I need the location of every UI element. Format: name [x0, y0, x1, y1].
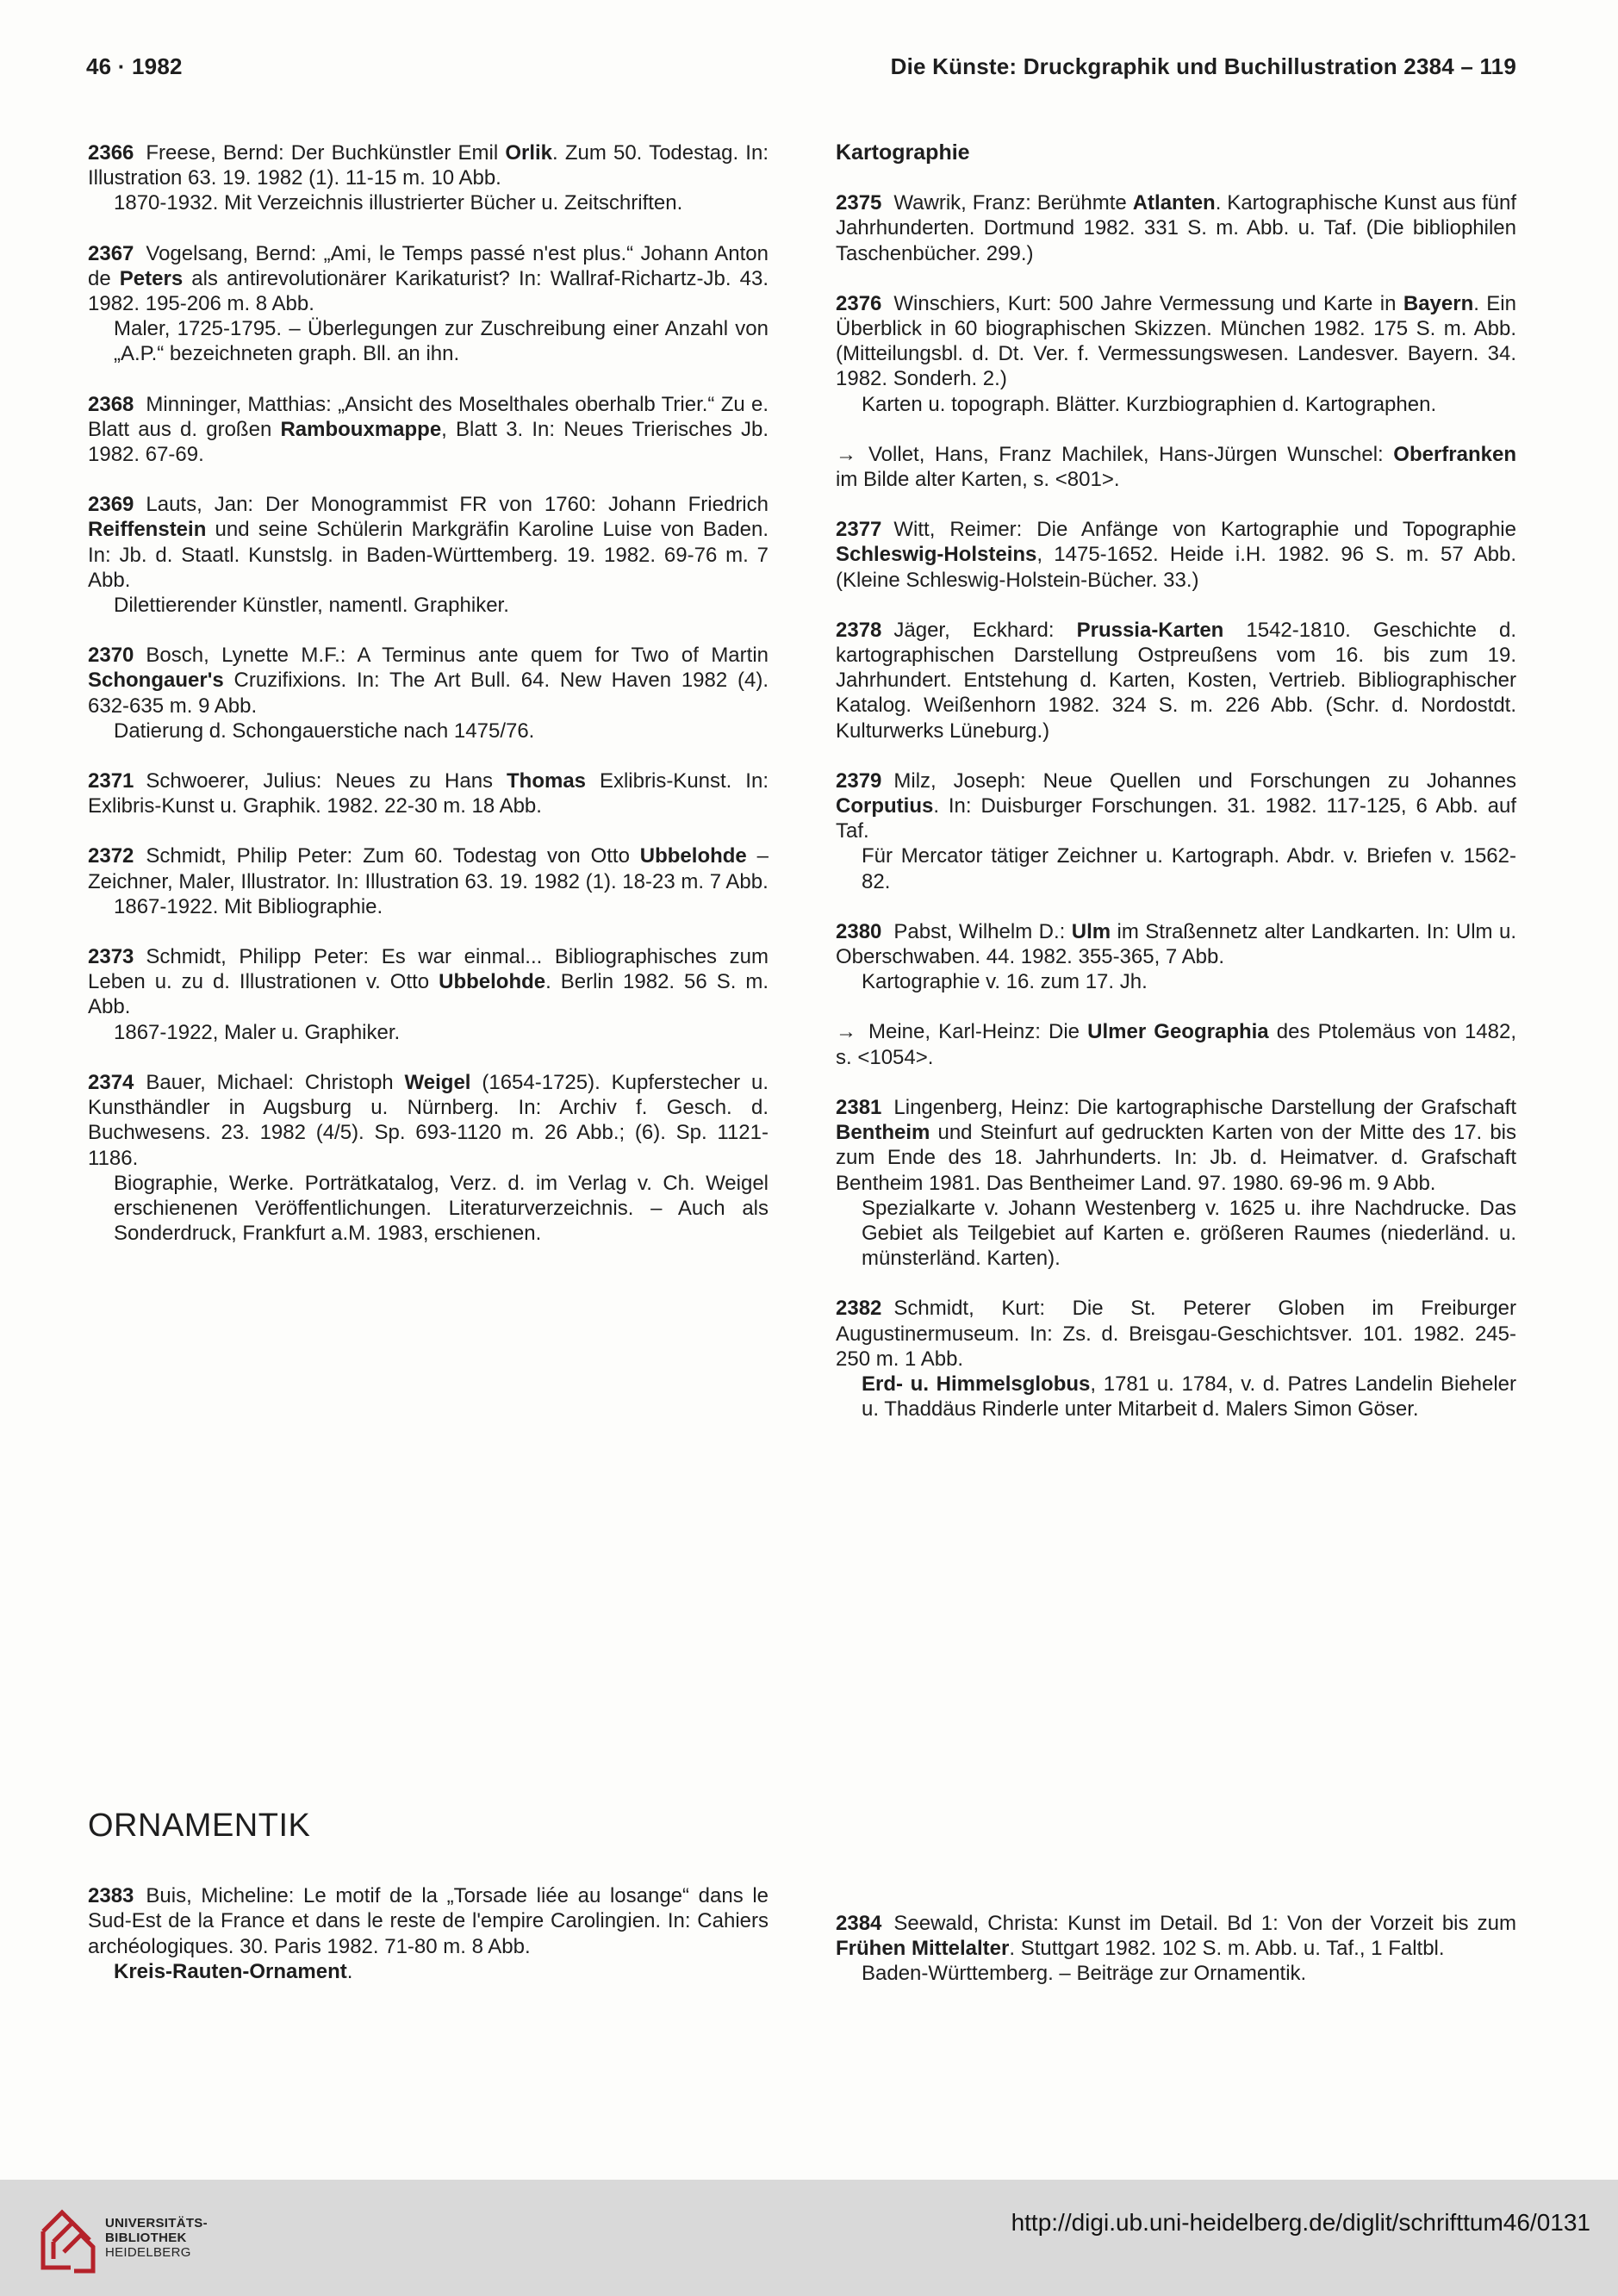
entry-number: 2376 — [836, 291, 882, 315]
entry-keyword: Orlik — [505, 141, 553, 165]
right-column — [836, 140, 1516, 1447]
entry-keyword: Bentheim — [836, 1121, 930, 1145]
entry-number: 2366 — [88, 141, 134, 165]
entry-note: Spezialkarte v. Johann Westenberg v. 1625 u. ihre Nachdrucke. Das Gebiet als Teilgebiet auf Karten e. größeren Raumes (niederländ. u. münsterländ. Karten). — [862, 1196, 1516, 1271]
entry-note: 1867-1922. Mit Bibliographie. — [114, 894, 383, 918]
entry-note: 1870-1932. Mit Verzeichnis illustrierter Bücher u. Zeitschriften. — [114, 191, 683, 215]
page-header — [86, 53, 1516, 88]
bib-entry-2366: 2366 Freese, Bernd: Der Buchkünstler Emil Orlik. Zum 50. Todestag. In: Illustration 63. 19. 1982 (1). 11-15 m. 10 Abb. 1870-1932. Mit Verzeichnis illustrierter Bücher u. Zeitschriften. — [88, 141, 769, 215]
bib-entry-2378: 2378 Jäger, Eckhard: Prussia-Karten 1542-1810. Geschichte d. kartographischen Darstellung Ostpreußens vom 16. bis zum 19. Jahrhundert. Entstehung d. Karten, Kosten, Vertrieb. Bibliographischer Katalog. Weißenhorn 1982. 324 S. m. 226 Abb. (Schr. d. Nordostdt. Kulturwerks Lüneburg.) — [836, 618, 1516, 743]
entry-keyword: Ubbelohde — [639, 844, 747, 868]
entry-number: 2368 — [88, 392, 134, 416]
entry-number: 2382 — [836, 1297, 882, 1321]
bib-entry-2379: 2379 Milz, Joseph: Neue Quellen und Forschungen zu Johannes Corputius. In: Duisburger Forschungen. 31. 1982. 117-125, 6 Abb. auf Taf. Für Mercator tätiger Zeichner u. Kartograph. Abdr. v. Briefen v. 1562-82. — [836, 768, 1516, 893]
bib-entry-2384: 2384 Seewald, Christa: Kunst im Detail. Bd 1: Von der Vorzeit bis zum Frühen Mittelalter. Stuttgart 1982. 102 S. m. Abb. u. Taf., 1 Faltbl. Baden-Württemberg. – Beiträge zur Ornamentik. — [836, 1912, 1516, 1986]
entry-note: Kreis-Rauten-Ornament. — [114, 1959, 353, 1983]
entry-note: Dilettierender Künstler, namentl. Graphiker. — [114, 594, 509, 618]
entry-keyword: Ubbelohde — [439, 970, 546, 994]
entry-note: Erd- u. Himmelsglobus, 1781 u. 1784, v. d. Patres Landelin Bieheler u. Thaddäus Rinderle unter Mitarbeit d. Malers Simon Göser. — [862, 1372, 1516, 1422]
entry-number: 2378 — [836, 618, 882, 642]
entry-keyword: Rambouxmappe — [280, 417, 442, 441]
entry-number: 2384 — [836, 1912, 882, 1935]
section-heading-ornamentik: ORNAMENTIK — [88, 1808, 311, 1844]
entry-note: Karten u. topograph. Blätter. Kurzbiographien d. Kartographen. — [862, 392, 1437, 416]
bib-entry-2369: 2369 Lauts, Jan: Der Monogrammist FR von 1760: Johann Friedrich Reiffenstein und seine Schülerin Markgräfin Karoline Luise von Baden. In: Jb. d. Staatl. Kunstslg. in Baden-Württemberg. 19. 1982. 69-76 m. 7 Abb. Dilettierender Künstler, namentl. Graphiker. — [88, 493, 769, 618]
entry-keyword: Prussia-Karten — [1076, 618, 1224, 642]
bib-entry-2370: 2370 Bosch, Lynette M.F.: A Terminus ante quem for Two of Martin Schongauer's Cruzifixions. In: The Art Bull. 64. New Haven 1982 (4). 632-635 m. 9 Abb. Datierung d. Schongauerstiche nach 1475/76. — [88, 644, 769, 743]
ornamentik-section — [88, 1808, 769, 2009]
entry-keyword: Atlanten — [1132, 191, 1216, 215]
entry-keyword: Reiffenstein — [88, 518, 207, 542]
entry-number: 2373 — [88, 945, 134, 969]
entry-note: Kartographie v. 16. zum 17. Jh. — [862, 970, 1148, 994]
arrow-icon: → — [836, 1020, 856, 1044]
entry-number: 2377 — [836, 518, 882, 542]
entry-number: 2374 — [88, 1070, 134, 1094]
entry-keyword: Ulm — [1071, 919, 1111, 943]
bib-entry-2368: 2368 Minninger, Matthias: „Ansicht des Moselthales oberhalb Trier.“ Zu e. Blatt aus d. großen Rambouxmappe, Blatt 3. In: Neues Trierisches Jb. 1982. 67-69. — [88, 392, 769, 467]
entry-note: Baden-Württemberg. – Beiträge zur Ornamentik. — [862, 1962, 1307, 1986]
entry-note: Für Mercator tätiger Zeichner u. Kartograph. Abdr. v. Briefen v. 1562-82. — [862, 844, 1516, 893]
entry-keyword: Weigel — [404, 1070, 471, 1094]
entry-note: Biographie, Werke. Porträtkatalog, Verz. d. im Verlag v. Ch. Weigel erschienenen Veröffentlichungen. Literaturverzeichnis. – Auch als Sonderdruck, Frankfurt a.M. 1983, erschienen. — [114, 1171, 769, 1246]
entry-keyword: Kreis-Rauten-Ornament — [114, 1959, 347, 1983]
header-page-info: 46 · 1982 — [86, 53, 183, 79]
bib-entry-2377: 2377 Witt, Reimer: Die Anfänge von Kartographie und Topographie Schleswig-Holsteins, 1475-1652. Heide i.H. 1982. 96 S. m. 57 Abb. (Kleine Schleswig-Holstein-Bücher. 33.) — [836, 518, 1516, 592]
entry-keyword: Frühen Mittelalter — [836, 1937, 1010, 1961]
entry-keyword: Corputius — [836, 794, 934, 818]
entry-keyword: Thomas — [507, 769, 587, 793]
bib-entry-2375: 2375 Wawrik, Franz: Berühmte Atlanten. Kartographische Kunst aus fünf Jahrhunderten. Dortmund 1982. 331 S. m. Abb. u. Taf. (Die bibliophilen Taschenbücher. 299.) — [836, 191, 1516, 265]
entry-number: 2372 — [88, 844, 134, 868]
bib-entry-2372: 2372 Schmidt, Philip Peter: Zum 60. Todestag von Otto Ubbelohde – Zeichner, Maler, Illustrator. In: Illustration 63. 19. 1982 (1). 18-23 m. 7 Abb. 1867-1922. Mit Bibliographie. — [88, 844, 769, 918]
entry-keyword: Peters — [119, 266, 184, 290]
entry-number: 2367 — [88, 241, 134, 265]
bib-entry-2376: 2376 Winschiers, Kurt: 500 Jahre Vermessung und Karte in Bayern. Ein Überblick in 60 biographischen Skizzen. München 1982. 175 S. m. Abb. (Mitteilungsbl. d. Dt. Ver. f. Vermessungswesen. Landesver. Bayern. 34. 1982. Sonderh. 2.) Karten u. topograph. Blätter. Kurzbiographien d. Kartographen. — [836, 291, 1516, 416]
library-name: UNIVERSITÄTS- BIBLIOTHEK HEIDELBERG — [105, 2216, 208, 2260]
entry-note: 1867-1922, Maler u. Graphiker. — [114, 1020, 401, 1044]
bib-entry-2383: 2383 Buis, Micheline: Le motif de la „Torsade liée au losange“ dans le Sud-Est de la France et dans le reste de l'empire Carolingien. In: Cahiers archéologiques. 30. Paris 1982. 71-80 m. 8 Abb. Kreis-Rauten-Ornament. — [88, 1884, 769, 1983]
bib-entry-2373: 2373 Schmidt, Philipp Peter: Es war einmal... Bibliographisches zum Leben u. zu d. Illustrationen v. Otto Ubbelohde. Berlin 1982. 56 S. m. Abb. 1867-1922, Maler u. Graphiker. — [88, 945, 769, 1044]
left-column — [88, 140, 769, 1271]
entry-keyword: Schleswig-Holsteins — [836, 543, 1037, 567]
entry-note: Datierung d. Schongauerstiche nach 1475/76. — [114, 719, 535, 743]
entry-keyword: Ulmer Geographia — [1087, 1020, 1269, 1044]
entry-keyword: Oberfranken — [1393, 442, 1516, 466]
university-library-logo-icon[interactable] — [36, 2206, 96, 2274]
bib-entry-2374: 2374 Bauer, Michael: Christoph Weigel (1654-1725). Kupferstecher u. Kunsthändler in Augsburg u. Nürnberg. In: Archiv f. Gesch. d. Buchwesens. 23. 1982 (4/5). Sp. 693-1120 m. 26 Abb.; (6). Sp. 1121-1186. Biographie, Werke. Porträtkatalog, Verz. d. im Verlag v. Ch. Weigel erschienenen Veröffentlichungen. Literaturverzeichnis. – Auch als Sonderdruck, Frankfurt a.M. 1983, erschienen. — [88, 1070, 769, 1246]
bib-entry-2381: 2381 Lingenberg, Heinz: Die kartographische Darstellung der Grafschaft Bentheim und Steinfurt auf gedruckten Karten von der Mitte des 17. bis zum Ende des 18. Jahrhunderts. In: Jb. d. Heimatver. d. Grafschaft Bentheim 1981. Das Bentheimer Land. 97. 1980. 69-96 m. 9 Abb. Spezialkarte v. Johann Westenberg v. 1625 u. ihre Nachdrucke. Das Gebiet als Teilgebiet auf Karten e. größeren Raumes (niederländ. u. münsterländ. Karten). — [836, 1095, 1516, 1271]
entry-keyword: Erd- u. Himmelsglobus — [862, 1372, 1091, 1396]
entry-keyword: Bayern — [1403, 291, 1474, 315]
cross-reference-oberfranken: → Vollet, Hans, Franz Machilek, Hans-Jürgen Wunschel: Oberfranken im Bilde alter Karten, s. <801>. — [836, 442, 1516, 492]
bib-entry-2380: 2380 Pabst, Wilhelm D.: Ulm im Straßennetz alter Landkarten. In: Ulm u. Oberschwaben. 44. 1982. 355-365, 7 Abb. Kartographie v. 16. zum 17. Jh. — [836, 919, 1517, 994]
entry-number: 2370 — [88, 644, 134, 668]
entry-number: 2381 — [836, 1095, 882, 1119]
cross-reference-ulmer-geographia: → Meine, Karl-Heinz: Die Ulmer Geographia des Ptolemäus von 1482, s. <1054>. — [836, 1020, 1517, 1069]
header-section-title: Die Künste: Druckgraphik und Buchillustration 2384 – 119 — [890, 53, 1516, 79]
permalink-url[interactable]: http://digi.ub.uni-heidelberg.de/diglit/schrifttum46/0131 — [1011, 2209, 1590, 2236]
footer-bar — [0, 2180, 1618, 2296]
entry-number: 2375 — [836, 191, 882, 215]
entry-keyword: Schongauer's — [88, 669, 224, 693]
entry-number: 2380 — [836, 919, 882, 943]
bib-entry-2367: 2367 Vogelsang, Bernd: „Ami, le Temps passé n'est plus.“ Johann Anton de Peters als antirevolutionärer Karikaturist? In: Wallraf-Richartz-Jb. 43. 1982. 195-206 m. 8 Abb. Maler, 1725-1795. – Überlegungen zur Zuschreibung einer Anzahl von „A.P.“ bezeichneten graph. Bll. an ihn. — [88, 241, 769, 366]
bib-entry-2382: 2382 Schmidt, Kurt: Die St. Peterer Globen im Freiburger Augustinermuseum. In: Zs. d. Breisgau-Geschichtsver. 101. 1982. 245-250 m. 1 Abb. Erd- u. Himmelsglobus, 1781 u. 1784, v. d. Patres Landelin Bieheler u. Thaddäus Rinderle unter Mitarbeit d. Malers Simon Göser. — [836, 1297, 1516, 1422]
entry-note: Maler, 1725-1795. – Überlegungen zur Zuschreibung einer Anzahl von „A.P.“ bezeichneten graph. Bll. an ihn. — [114, 317, 769, 366]
section-heading-kartographie: Kartographie — [836, 140, 970, 165]
arrow-icon: → — [836, 442, 856, 466]
entry-number: 2383 — [88, 1884, 134, 1908]
entry-number: 2371 — [88, 769, 134, 793]
bib-entry-2371: 2371 Schwoerer, Julius: Neues zu Hans Thomas Exlibris-Kunst. In: Exlibris-Kunst u. Graphik. 1982. 22-30 m. 18 Abb. — [88, 769, 769, 818]
entry-number: 2369 — [88, 493, 134, 517]
entry-number: 2379 — [836, 768, 882, 793]
